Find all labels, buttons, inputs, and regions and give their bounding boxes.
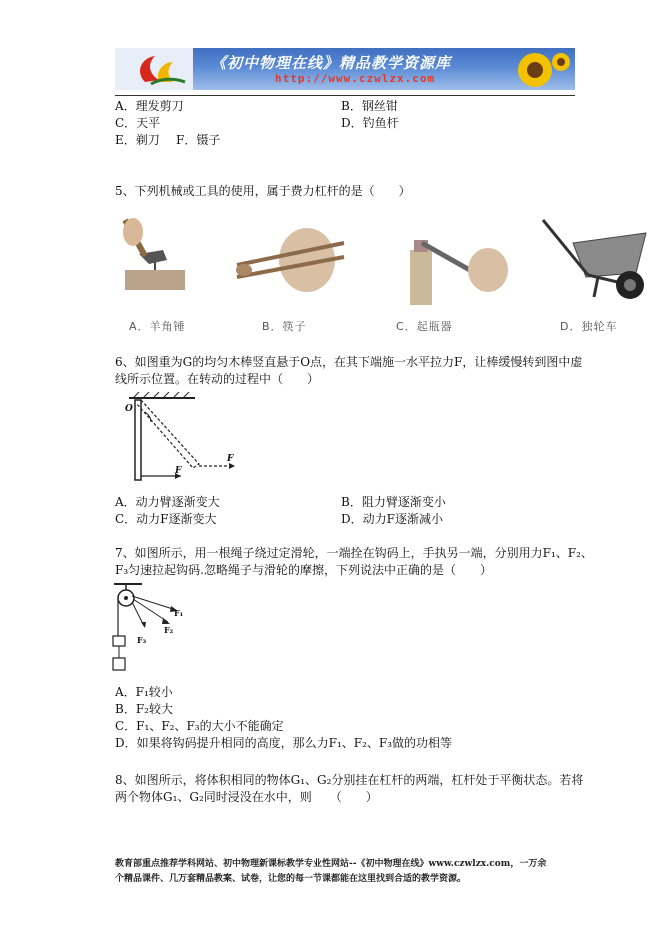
q5-fig-chopsticks bbox=[232, 215, 347, 305]
q5-fig-wheelbarrow bbox=[538, 215, 653, 305]
q5-stem: 5、下列机械或工具的使用，属于费力杠杆的是（ ） bbox=[115, 184, 411, 198]
header-banner bbox=[115, 48, 575, 90]
q6-stem-line2: 线所示位置。在转动的过程中（ ） bbox=[115, 372, 320, 386]
q7-fig-label-f3: F₃ bbox=[137, 635, 147, 645]
q6-fig-label-f2: F bbox=[227, 454, 234, 464]
q5-caption-a: A．羊角锤 bbox=[129, 320, 186, 333]
q6-fig-label-o: O bbox=[125, 404, 133, 414]
q7-option-c: C．F₁、F₂、F₃的大小不能确定 bbox=[115, 719, 284, 733]
q4-option-c: C．天平 bbox=[115, 116, 161, 130]
q6-option-b: B．阻力臂逐渐变小 bbox=[341, 495, 446, 509]
q7-stem-line1: 7、如图所示，用一根绳子绕过定滑轮，一端拴在钩码上，手执另一端，分别用力F₁、F₂、 bbox=[115, 546, 593, 560]
q8-stem-line2: 两个物体G₁、G₂同时浸没在水中，则 （ ） bbox=[115, 790, 378, 804]
q4-option-d: D．钓鱼杆 bbox=[341, 116, 399, 130]
footer-line-1: 教育部重点推荐学科网站、初中物理新课标教学专业性网站--《初中物理在线》www.czwlzx.com，一万余 bbox=[115, 859, 547, 869]
q7-option-b: B．F₂较大 bbox=[115, 702, 173, 716]
q7-figure bbox=[112, 582, 192, 682]
q5-fig-bottle-opener bbox=[400, 215, 510, 305]
q7-option-d: D．如果将钩码提升相同的高度，那么力F₁、F₂、F₃做的功相等 bbox=[115, 736, 453, 750]
q6-stem-line1: 6、如图重为G的均匀木棒竖直悬于O点，在其下端施一水平拉力F，让棒缓慢转到图中虚 bbox=[115, 355, 583, 369]
q6-option-c: C．动力F逐渐变大 bbox=[115, 512, 217, 526]
q4-option-a: A．理发剪刀 bbox=[115, 99, 184, 113]
q6-option-a: A．动力臂逐渐变大 bbox=[115, 495, 220, 509]
q4-option-b: B．钢丝钳 bbox=[341, 99, 398, 113]
q7-fig-label-f2: F₂ bbox=[164, 625, 174, 635]
q6-fig-label-f1: F bbox=[175, 466, 182, 476]
q4-option-e: E．剃刀 bbox=[115, 133, 160, 147]
q7-fig-label-f1: F₁ bbox=[174, 608, 184, 618]
q5-caption-d: D．独轮车 bbox=[560, 320, 618, 333]
page-footer bbox=[115, 857, 585, 887]
q5-caption-c: C．起瓶器 bbox=[396, 320, 453, 333]
q5-caption-b: B．筷子 bbox=[262, 320, 307, 333]
banner-title: 《初中物理在线》精品教学资源库 bbox=[211, 54, 452, 72]
header-rule bbox=[115, 95, 575, 96]
q7-option-a: A．F₁较小 bbox=[115, 685, 173, 699]
footer-line-2: 个精品课件、几万套精品教案、试卷，让您的每一节课都能在这里找到合适的教学资源。 bbox=[115, 874, 467, 884]
q7-stem-line2: F₃匀速拉起钩码.忽略绳子与滑轮的摩擦，下列说法中正确的是（ ） bbox=[115, 563, 492, 577]
sunflower-icon bbox=[518, 53, 570, 87]
q4-option-f: F．镊子 bbox=[176, 133, 221, 147]
banner-url[interactable]: http://www.czwlzx.com bbox=[275, 72, 436, 85]
q5-fig-claw-hammer bbox=[115, 210, 215, 310]
q6-option-d: D．动力F逐渐减小 bbox=[341, 512, 443, 526]
q8-stem-line1: 8、如图所示，将体积相同的物体G₁、G₂分别挂在杠杆的两端，杠杆处于平衡状态。若将 bbox=[115, 773, 584, 787]
